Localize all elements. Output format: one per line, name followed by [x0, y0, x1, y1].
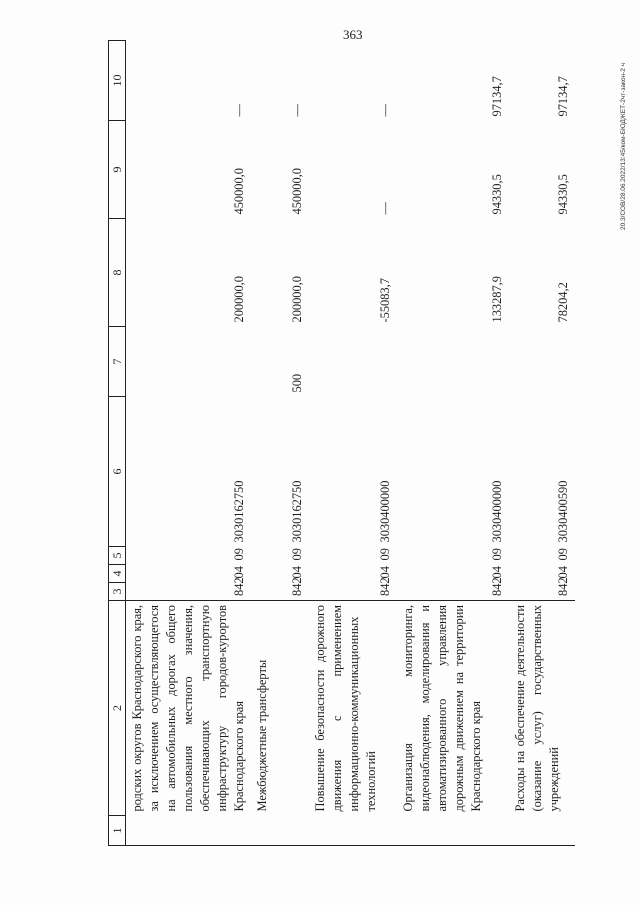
- row-name: Повышение безопасности дорожного движения с применением информационно-коммуникационных технологий: [309, 601, 397, 816]
- budget-table-sheet: [108, 41, 588, 846]
- cell-c9: 450000,0: [290, 168, 304, 215]
- cell-c6: 3030162750: [290, 480, 304, 543]
- cell-c9: —: [378, 202, 392, 215]
- cell-c8: 78204,2: [556, 282, 570, 323]
- cell-c4: 04: [232, 566, 246, 579]
- table-row: [126, 41, 252, 846]
- footer-code-text: 20.3/СОВ/28.06.2022/13:45/ком-БЮДЖЕТ-2чт-закон-2 ч: [620, 62, 627, 230]
- page-number: 363: [343, 27, 363, 42]
- table-row: [251, 41, 309, 846]
- cell-c10: 97134,7: [490, 76, 504, 117]
- cell-c5: 09: [556, 548, 570, 561]
- budget-table: [108, 40, 575, 846]
- cell-c5: 09: [232, 548, 246, 561]
- cell-c3: 842: [232, 577, 246, 596]
- cell-c10: —: [232, 104, 246, 117]
- cell-c8: 133287,9: [490, 276, 504, 323]
- column-header-row: [109, 41, 126, 846]
- cell-c9: 94330,5: [490, 174, 504, 215]
- cell-c4: 04: [378, 566, 392, 579]
- cell-c10: —: [378, 104, 392, 117]
- cell-c3: 842: [556, 577, 570, 596]
- cell-c10: 97134,7: [556, 76, 570, 117]
- column-header: 4: [109, 565, 126, 583]
- table-row: [397, 41, 509, 846]
- cell-c9: 94330,5: [556, 174, 570, 215]
- cell-c3: 842: [378, 577, 392, 596]
- column-header: 10: [109, 41, 126, 121]
- table-row: [309, 41, 397, 846]
- cell-c8: 200000,0: [232, 276, 246, 323]
- cell-c8: -55083,7: [378, 278, 392, 323]
- cell-c6: 3030400000: [378, 480, 392, 543]
- cell-c7: 500: [290, 373, 304, 393]
- cell-c9: 450000,0: [232, 168, 246, 215]
- column-header: 2: [109, 601, 126, 816]
- footer-code: [620, 62, 628, 238]
- cell-c3: 842: [490, 577, 504, 596]
- column-header: 3: [109, 583, 126, 601]
- cell-c6: 3030400000: [490, 480, 504, 543]
- cell-c5: 09: [490, 548, 504, 561]
- row-name: Организация мониторинга, видеонаблюдения, моделирования и автоматизированного управления дорожным движением на территории Краснодарского края: [397, 601, 509, 816]
- cell-c6: 3030400590: [556, 480, 570, 543]
- cell-c4: 04: [556, 566, 570, 579]
- column-header: 9: [109, 121, 126, 219]
- cell-c7: [126, 327, 252, 397]
- cell-c6: 3030162750: [232, 480, 246, 543]
- cell-c10: —: [290, 104, 304, 117]
- cell-c3: 842: [290, 577, 304, 596]
- cell-c5: 09: [290, 548, 304, 561]
- table-row: [509, 41, 575, 846]
- cell-c8: 200000,0: [290, 276, 304, 323]
- cell-c4: 04: [490, 566, 504, 579]
- column-header: 8: [109, 219, 126, 327]
- row-name: Межбюджетные трансферты: [251, 601, 309, 816]
- cell-c5: 09: [378, 548, 392, 561]
- cell-c7: [309, 327, 397, 397]
- column-header: 7: [109, 327, 126, 397]
- row-name: Расходы на обеспечение деятельности (оказание услуг) государственных учреждений: [509, 601, 575, 816]
- column-header: 5: [109, 547, 126, 565]
- column-header: 6: [109, 397, 126, 547]
- row-name: родских округов Краснодарского края, за исключением осуществляющегося на автомобильных дорогах общего пользования местного значения, обеспечивающих транспортную инфраструктуру городов-курортов Краснодарского края: [126, 601, 252, 816]
- cell-c4: 04: [290, 566, 304, 579]
- cell-c7: [509, 327, 575, 397]
- cell-c7: [397, 327, 509, 397]
- column-header: 1: [109, 816, 126, 846]
